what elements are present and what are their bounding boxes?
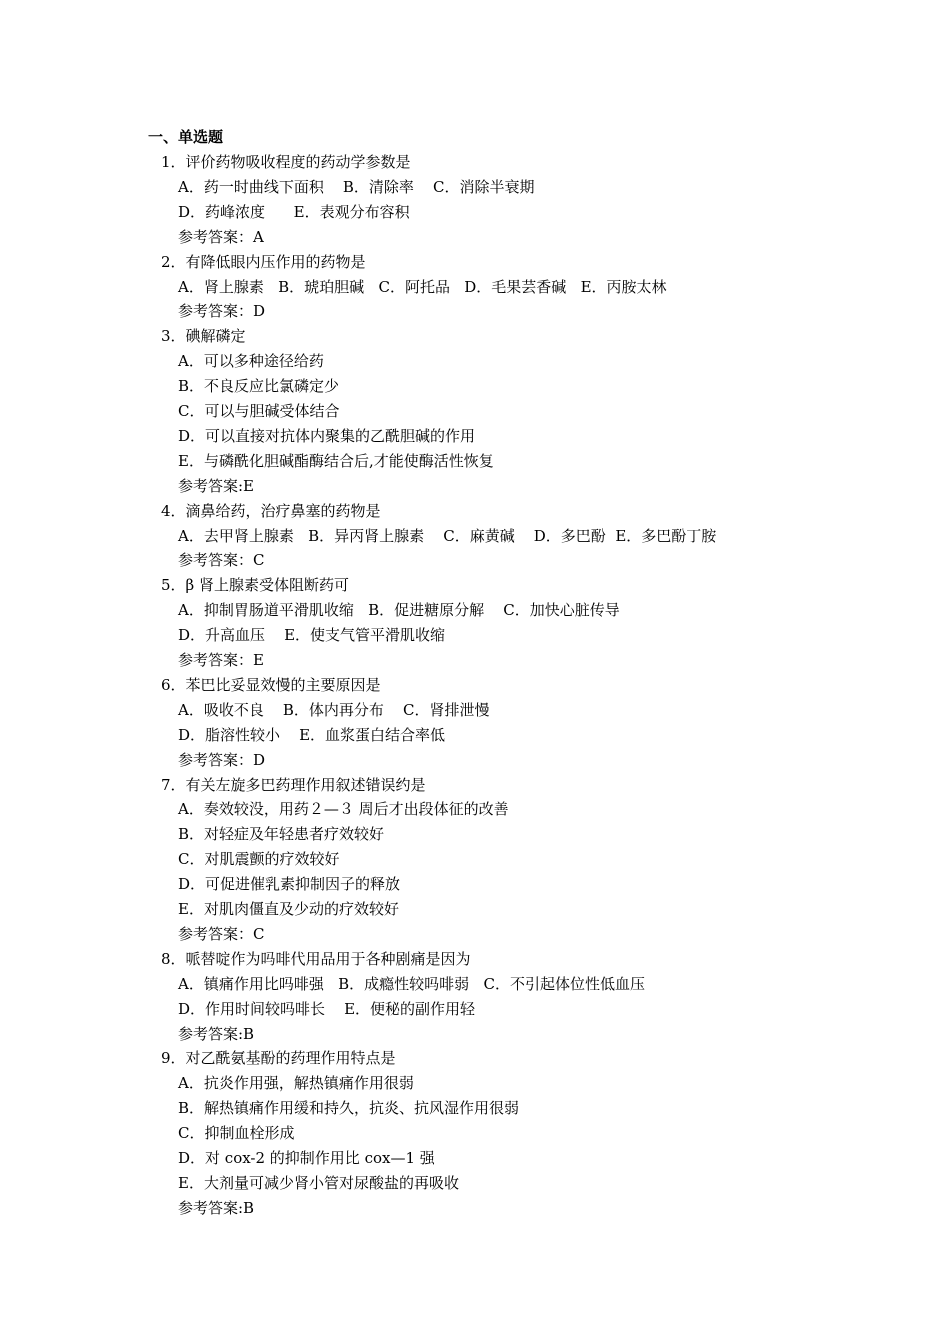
answer-line: 参考答案:B [178,1199,255,1217]
option-line: A．药一时曲线下面积 B．清除率 C．消除半衰期 [178,178,535,196]
option-line: E．对肌肉僵直及少动的疗效较好 [178,900,399,918]
option-line: A．奏效较没，用药２—３ 周后才出段体征的改善 [178,800,509,818]
answer-line: 参考答案：A [178,228,264,246]
option-line: C．对肌震颤的疗效较好 [178,850,340,868]
question-stem: 1．评价药物吸收程度的药动学参数是 [161,153,411,171]
question-stem: 7．有关左旋多巴药理作用叙述错误约是 [161,776,426,794]
option-line: A．肾上腺素 B．琥珀胆碱 C．阿托品 D．毛果芸香碱 E．丙胺太林 [178,278,667,296]
answer-line: 参考答案：E [178,651,264,669]
option-line: B．不良反应比氯磷定少 [178,377,340,395]
option-line: D．作用时间较吗啡长 E．便秘的副作用轻 [178,1000,476,1018]
section-title: 一、单选题 [148,128,224,146]
option-line: A．抑制胃肠道平滑肌收缩 B．促进糖原分解 C．加快心脏传导 [178,601,620,619]
question-stem: 2．有降低眼内压作用的药物是 [161,253,366,271]
option-line: A．抗炎作用强，解热镇痛作用很弱 [178,1074,414,1092]
question-stem: 6．苯巴比妥显效慢的主要原因是 [161,676,381,694]
question-stem: 9．对乙酰氨基酚的药理作用特点是 [161,1049,396,1067]
answer-line: 参考答案：C [178,925,265,943]
option-line: D．可促进催乳素抑制因子的释放 [178,875,401,893]
question-stem: 3．碘解磷定 [161,327,246,345]
option-line: D．脂溶性较小 E．血浆蛋白结合率低 [178,726,446,744]
answer-line: 参考答案:E [178,477,255,495]
option-line: B．对轻症及年轻患者疗效较好 [178,825,385,843]
option-line: A．去甲肾上腺素 B．异丙肾上腺素 C．麻黄碱 D．多巴酚 E．多巴酚丁胺 [178,527,717,545]
option-line: E．大剂量可减少肾小管对尿酸盐的再吸收 [178,1174,459,1192]
answer-line: 参考答案：D [178,302,266,320]
option-line: C．抑制血栓形成 [178,1124,295,1142]
option-line: D．可以直接对抗体内聚集的乙酰胆碱的作用 [178,427,476,445]
question-stem: 5．β 肾上腺素受体阻断药可 [161,576,349,594]
answer-line: 参考答案:B [178,1025,255,1043]
answer-line: 参考答案：C [178,551,265,569]
option-line: E．与磷酰化胆碱酯酶结合后,才能使酶活性恢复 [178,452,494,470]
option-line: B．解热镇痛作用缓和持久，抗炎、抗风湿作用很弱 [178,1099,520,1117]
question-stem: 8．哌替啶作为吗啡代用品用于各种剧痛是因为 [161,950,471,968]
option-line: A．可以多种途径给药 [178,352,324,370]
answer-line: 参考答案：D [178,751,266,769]
question-stem: 4．滴鼻给药，治疗鼻塞的药物是 [161,502,381,520]
option-line: C．可以与胆碱受体结合 [178,402,340,420]
option-line: D．对 cox-2 的抑制作用比 cox—1 强 [178,1149,435,1167]
option-line: A．吸收不良 B．体内再分布 C．肾排泄慢 [178,701,490,719]
option-line: D．升高血压 E．使支气管平滑肌收缩 [178,626,446,644]
option-line: D．药峰浓度 E．表观分布容积 [178,203,410,221]
option-line: A．镇痛作用比吗啡强 B．成瘾性较吗啡弱 C．不引起体位性低血压 [178,975,645,993]
